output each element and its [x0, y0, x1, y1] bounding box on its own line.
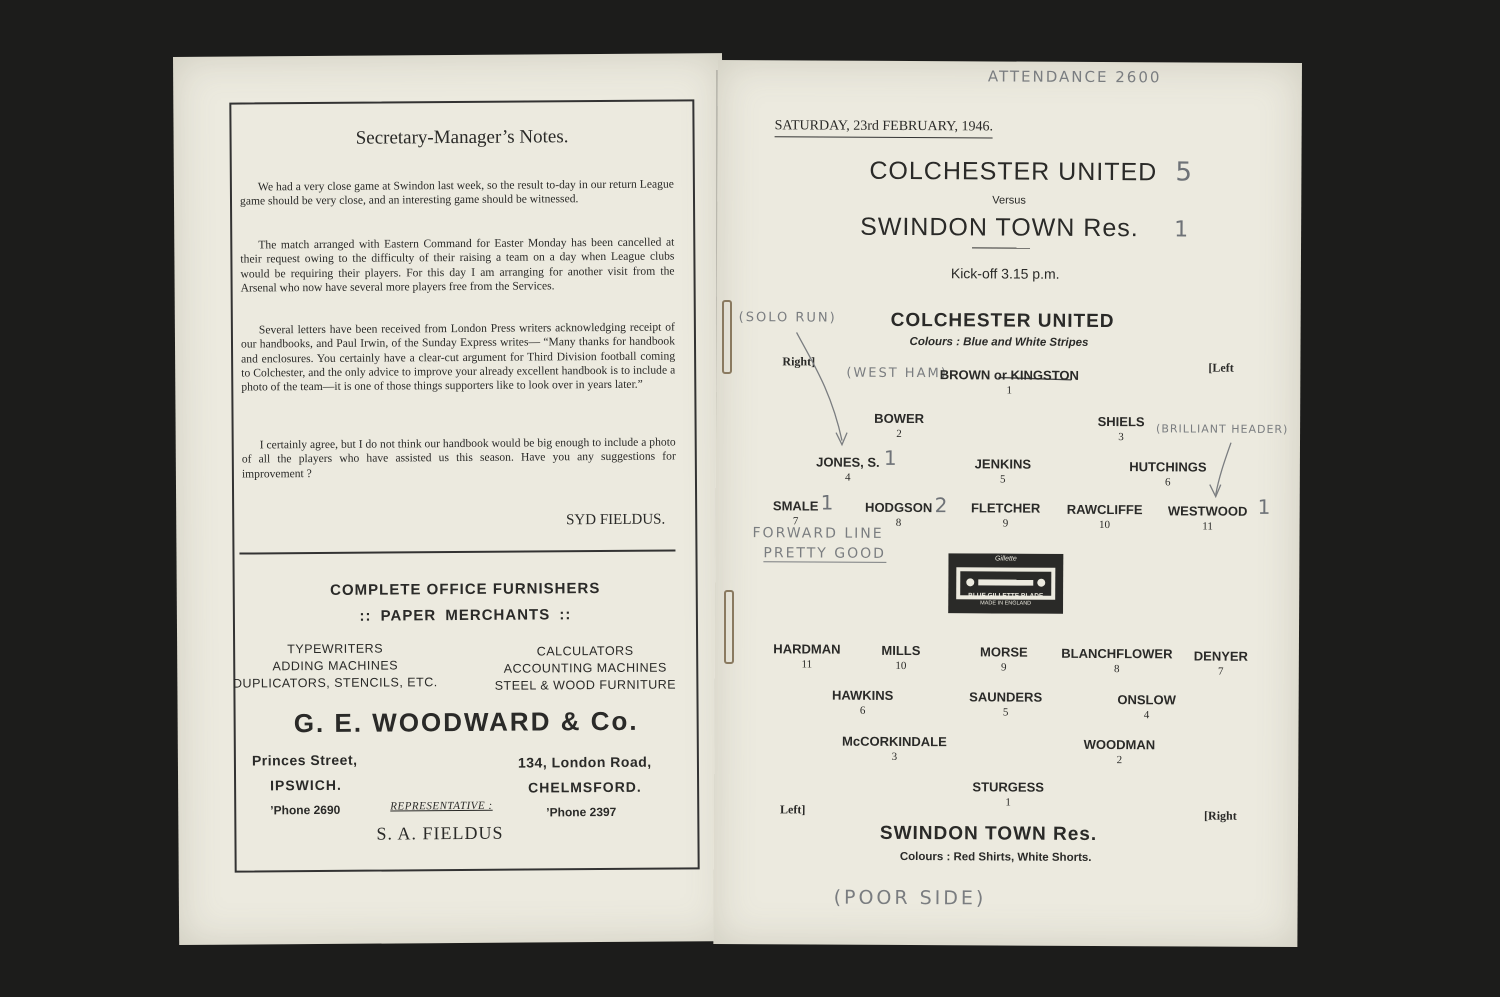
advert-left-phone: ’Phone 2690: [270, 802, 341, 818]
away-player-7: [1194, 648, 1248, 677]
player-number: 3: [891, 750, 898, 763]
away-player-6: [832, 688, 894, 717]
player-number: 3: [1118, 431, 1124, 444]
player-number: 2: [896, 427, 902, 440]
player-name: MILLS: [881, 642, 921, 659]
advert-right-item: CALCULATORS: [536, 643, 634, 659]
kickoff-time: Kick-off 3.15 p.m.: [950, 265, 1060, 282]
home-player-8: [865, 500, 932, 529]
player-name: JENKINS: [974, 456, 1032, 472]
handwritten-pretty-good: PRETTY GOOD: [763, 545, 887, 562]
home-player-9: [971, 500, 1040, 529]
left-page: [173, 53, 728, 945]
left-side-label: [Left: [1208, 360, 1234, 375]
handwritten-brilliant-header: (BRILLIANT HEADER): [1156, 422, 1289, 436]
advert-company: G. E. WOODWARD & Co.: [293, 705, 639, 739]
home-team-title: COLCHESTER UNITED: [869, 156, 1158, 187]
player-number: 1: [1006, 384, 1013, 397]
blade-line-1: BLUE GILLETTE BLADE: [968, 592, 1044, 600]
player-number: 6: [1165, 476, 1171, 489]
arrow-icon: [796, 332, 843, 440]
staple-top: [722, 300, 732, 374]
player-name: SHIELS: [1097, 413, 1145, 430]
blade-brand: Gillette: [994, 555, 1017, 563]
home-player-10: [1067, 502, 1143, 531]
advert-right-phone: ’Phone 2397: [546, 804, 617, 820]
goal-mark-westwood: 1: [1257, 494, 1271, 519]
advert-line-2: :: PAPER MERCHANTS ::: [359, 606, 572, 625]
player-number: 9: [1002, 517, 1009, 530]
away-player-10: [881, 643, 920, 672]
player-name: McCORKINDALE: [842, 733, 947, 750]
player-number: 6: [859, 704, 866, 717]
away-player-2: [1084, 737, 1156, 766]
away-player-5: [969, 689, 1042, 718]
advert-left-address-1: Princes Street,: [251, 751, 358, 769]
player-number: 10: [1099, 519, 1111, 532]
away-player-11: [773, 641, 840, 670]
left-side-label-bottom: Left]: [780, 802, 806, 817]
away-player-1: [972, 779, 1044, 808]
player-name: JONES, S.: [816, 454, 880, 470]
notes-paragraph-text: We had a very close game at Swindon last week, so the result to-day in our return League game should be very close, and an interesting game should be witnessed.: [239, 177, 674, 208]
notes-paragraph-3: [241, 321, 675, 396]
player-name: BOWER: [874, 410, 925, 427]
away-score-pencil: 1: [1174, 217, 1189, 243]
player-name: SMALE: [772, 498, 819, 514]
player-number: 2: [1116, 754, 1123, 767]
player-number: 1: [1005, 796, 1011, 809]
player-name: HAWKINS: [831, 687, 894, 703]
divider: [239, 550, 675, 555]
player-number: 8: [895, 516, 902, 529]
away-team-title: SWINDON TOWN Res.: [860, 212, 1139, 243]
advert-line-1: COMPLETE OFFICE FURNISHERS: [330, 580, 601, 599]
advert-rep-name: S. A. FIELDUS: [376, 822, 504, 844]
player-name: ONSLOW: [1117, 692, 1176, 708]
player-number: 4: [845, 471, 851, 484]
player-name: FLETCHER: [970, 500, 1041, 516]
advert-left-item: TYPEWRITERS: [287, 641, 384, 657]
away-team-heading: SWINDON TOWN Res.: [879, 822, 1098, 845]
handwritten-west-ham: (WEST HAM): [846, 365, 948, 382]
player-number: 5: [1000, 473, 1006, 486]
player-name: RAWCLIFFE: [1066, 501, 1143, 518]
handwritten-solo-run: (SOLO RUN): [738, 310, 837, 326]
versus-label: Versus: [992, 194, 1026, 207]
player-name: HODGSON: [865, 499, 933, 516]
away-player-9: [980, 644, 1028, 673]
player-number: 11: [1202, 520, 1213, 533]
handwritten-attendance: ATTENDANCE 2600: [987, 67, 1162, 87]
arrow-head-icon: [1210, 485, 1221, 497]
notes-paragraph-text: Several letters have been received from London Press writers acknowledging receipt of our handbooks, and Paul Irwin, of the Sunday Express writes— “Many thanks for handbook and enclosures. You certainly have a clear-cut argument for Third Division football coming to Colchester, and the only advice to improve your already excellent handbook is to include a photo of the team—it is one of those things supporters like to look over in years later.”: [240, 320, 676, 394]
player-number: 8: [1114, 663, 1120, 676]
away-team-colours: Colours : Red Shirts, White Shorts.: [899, 850, 1092, 864]
advert-right-item: ACCOUNTING MACHINES: [503, 660, 667, 676]
notes-box: [229, 99, 699, 872]
advert-left-item: ADDING MACHINES: [272, 658, 399, 674]
player-name: HARDMAN: [773, 641, 841, 657]
player-number: 9: [1001, 661, 1007, 674]
notes-paragraph-text: I certainly agree, but I do not think our handbook would be big enough to include a photo of all the players who have assisted us this season. Have you any suggestions for improvement ?: [241, 435, 676, 481]
home-player-5: [975, 456, 1032, 485]
player-number: 10: [895, 659, 907, 672]
advert-right-address-1: 134, London Road,: [517, 753, 652, 771]
blade-line-2: MADE IN ENGLAND: [980, 600, 1032, 607]
home-score-pencil: 5: [1175, 157, 1193, 188]
away-player-8: [1061, 646, 1172, 676]
match-date: SATURDAY, 23rd FEBRUARY, 1946.: [775, 118, 993, 138]
notes-paragraph-1: [240, 178, 674, 210]
handwritten-poor-side: (POOR SIDE): [833, 886, 987, 910]
home-player-2: [874, 411, 924, 440]
player-name: STURGESS: [972, 779, 1044, 795]
away-player-4: [1117, 692, 1176, 721]
away-player-3: [842, 734, 947, 764]
home-player-6: [1129, 459, 1206, 488]
notes-title: Secretary-Manager’s Notes.: [355, 126, 569, 149]
goal-mark-smale: 1: [820, 490, 834, 515]
handwritten-forward-line: FORWARD LINE: [752, 525, 884, 542]
goal-mark-hodgson: 2: [934, 493, 948, 518]
goal-mark-jones: 1: [883, 445, 897, 470]
home-player-11: [1168, 503, 1248, 532]
right-page: [713, 60, 1302, 947]
player-name: DENYER: [1193, 648, 1249, 664]
arrow-icon: [1216, 443, 1231, 495]
home-player-4: [816, 455, 880, 484]
player-name: WOODMAN: [1083, 736, 1156, 753]
player-number: 4: [1143, 709, 1150, 722]
home-player-7: [773, 498, 819, 527]
advert-rep-label: REPRESENTATIVE :: [390, 799, 493, 813]
player-name: SAUNDERS: [969, 689, 1043, 705]
advert-left-address-2: IPSWICH.: [270, 776, 342, 794]
player-name: MORSE: [980, 644, 1028, 660]
notes-paragraph-4: [242, 436, 676, 482]
player-number: 5: [1002, 706, 1009, 719]
notes-paragraph-text: The match arranged with Eastern Command for Easter Monday has been cancelled at their request owing to the difficulty of their raising a team on a day when League clubs would be requiring their players. For this day I am arranging for another visit from the Arsenal who now have several more players free from the Services.: [240, 235, 675, 295]
home-team-colours: Colours : Blue and White Stripes: [909, 336, 1089, 349]
advert-right-item: STEEL & WOOD FURNITURE: [494, 677, 677, 693]
player-number: 7: [1218, 665, 1224, 678]
notes-paragraph-2: [240, 236, 674, 296]
home-player-1: [940, 367, 1079, 397]
home-player-3: [1098, 414, 1145, 443]
right-side-label: Right]: [782, 354, 816, 369]
player-name: BROWN or KINGSTON: [939, 367, 1079, 383]
player-name: HUTCHINGS: [1129, 459, 1207, 475]
advert-right-address-2: CHELMSFORD.: [528, 778, 642, 796]
advert-left-item: DUPLICATORS, STENCILS, ETC.: [232, 675, 438, 691]
player-number: 11: [801, 658, 813, 671]
staple-bottom: [724, 590, 734, 664]
player-name: BLANCHFLOWER: [1061, 645, 1173, 662]
home-team-heading: COLCHESTER UNITED: [890, 309, 1115, 333]
right-side-label-bottom: [Right: [1204, 808, 1237, 823]
notes-signature: SYD FIELDUS.: [566, 511, 666, 529]
player-name: WESTWOOD: [1167, 503, 1248, 519]
player-number: 7: [792, 515, 799, 528]
